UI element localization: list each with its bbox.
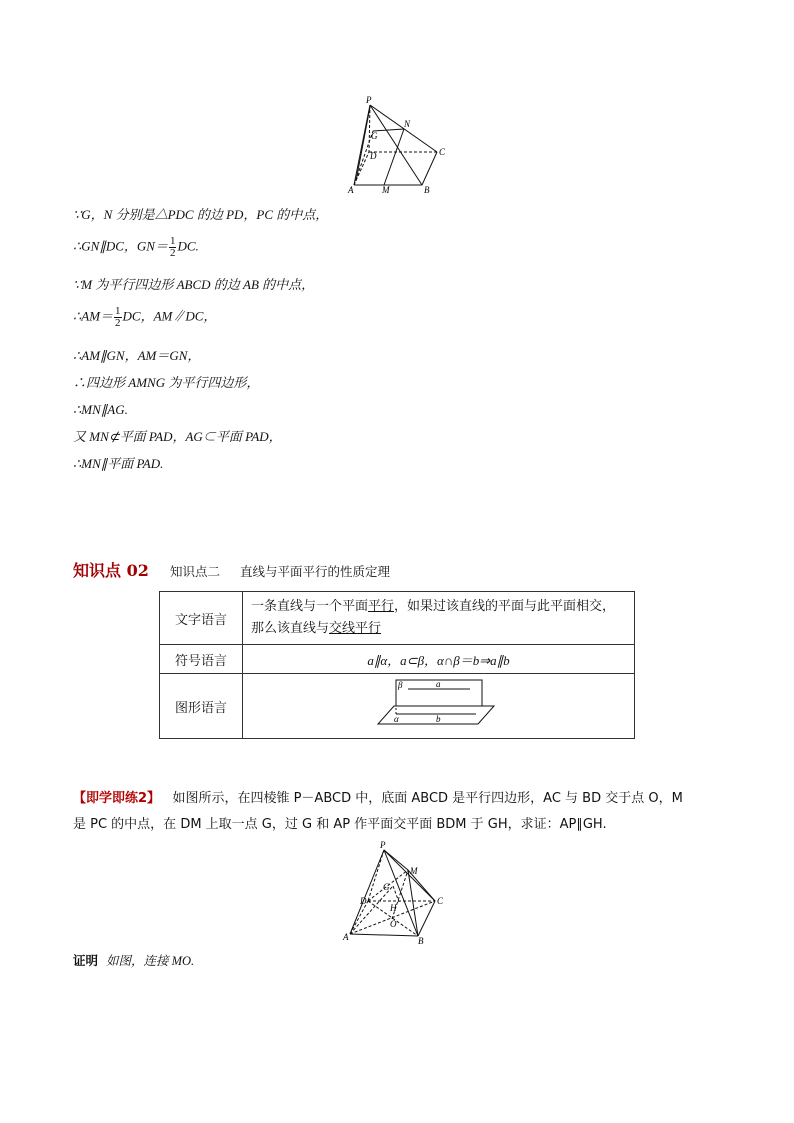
table-row-figure: [160, 674, 635, 739]
label-C: C: [439, 147, 446, 157]
row-label-figure: 图形语言: [160, 674, 243, 739]
label-M: M: [410, 866, 418, 876]
fraction-half: [169, 236, 177, 259]
label-alpha: α: [393, 714, 399, 724]
row-label-symbol: 符号语言: [160, 645, 243, 674]
text-part: 一条直线与一个平面: [251, 599, 369, 614]
exercise-tag: 【即学即练2】: [73, 791, 161, 806]
proof1-line2-pre: ∴GN∥DC，GN＝: [73, 238, 168, 254]
text-part: 那么该直线与: [251, 621, 330, 636]
fraction-denominator: 2: [115, 317, 121, 329]
label-b: b: [435, 714, 440, 724]
label-A: A: [343, 932, 349, 942]
row-value-text: [243, 592, 635, 645]
exercise-text-1: 如图所示，在四棱锥 P－ABCD 中，底面 ABCD 是平行四边形，AC 与 BD 交于点 O，M: [172, 791, 683, 806]
label-O: O: [390, 919, 397, 929]
proof2-line: [73, 952, 194, 970]
section-subtitle-b: 直线与平面平行的性质定理: [240, 564, 391, 579]
exercise-paragraph: [73, 786, 723, 838]
proof1-line4-pre: ∴AM＝: [73, 308, 114, 324]
label-B: B: [418, 936, 424, 945]
pyramid-figure-1: [340, 95, 460, 195]
label-G: G: [383, 882, 390, 892]
label-N: N: [404, 119, 411, 129]
proof1-line4-post: DC，AM∥DC，: [122, 308, 217, 324]
proof1-line7: ∴MN∥AG.: [73, 402, 128, 417]
theorem-table: [159, 591, 635, 739]
row-value-figure: [243, 674, 635, 739]
label-beta: β: [397, 680, 402, 690]
proof1-line9: ∴MN∥平面 PAD.: [73, 456, 164, 471]
fraction-denominator: 2: [169, 247, 176, 259]
section-subtitle-a: 知识点二: [170, 564, 221, 579]
proof1-line8: 又 MN⊄平面 PAD，AG⊂平面 PAD，: [73, 429, 282, 444]
label-a: a: [435, 679, 440, 689]
fraction-half: [114, 306, 122, 329]
proof1-line1: ∵G，N 分别是△PDC 的边 PD，PC 的中点，: [73, 207, 329, 222]
label-G: G: [371, 131, 378, 141]
label-B: B: [424, 185, 430, 195]
proof-text: 如图，连接 MO.: [105, 954, 195, 968]
label-P: P: [366, 95, 372, 105]
label-D: D: [360, 896, 367, 906]
proof1-line2-post: DC.: [177, 238, 199, 254]
proof1-line6: ∴四边形 AMNG 为平行四边形，: [73, 375, 260, 390]
label-A: A: [348, 185, 354, 195]
label-D: D: [370, 151, 377, 161]
proof1-line4: [73, 306, 216, 329]
section-title: 知识点 02: [73, 561, 149, 580]
fraction-numerator: 1: [115, 305, 121, 317]
proof1-line2: [73, 236, 199, 259]
planes-figure: [374, 676, 504, 732]
pyramid-figure-2: [338, 840, 458, 945]
underlined-term: 平行: [368, 599, 395, 614]
label-M: M: [382, 185, 390, 195]
exercise-text-2: 是 PC 的中点，在 DM 上取一点 G，过 G 和 AP 作平面交平面 BDM 于 GH，求证：AP∥GH.: [73, 817, 607, 832]
proof1-line3: ∵M 为平行四边形 ABCD 的边 AB 的中点，: [73, 277, 315, 292]
underlined-term: 交线平行: [329, 621, 382, 636]
text-part: ，如果过该直线的平面与此平面相交，: [394, 599, 616, 614]
proof1-line5: ∴AM∥GN，AM＝GN，: [73, 348, 201, 363]
fraction-numerator: 1: [169, 235, 176, 247]
label-H: H: [390, 903, 397, 913]
row-value-symbol: a∥α，a⊂β，α∩β＝b⇒a∥b: [243, 645, 635, 674]
row-label-text: 文字语言: [160, 592, 243, 645]
table-row-symbol: [160, 645, 635, 674]
proof-label: 证明: [73, 953, 99, 968]
label-C: C: [437, 896, 444, 906]
table-row-text: [160, 592, 635, 645]
label-P: P: [380, 840, 386, 850]
